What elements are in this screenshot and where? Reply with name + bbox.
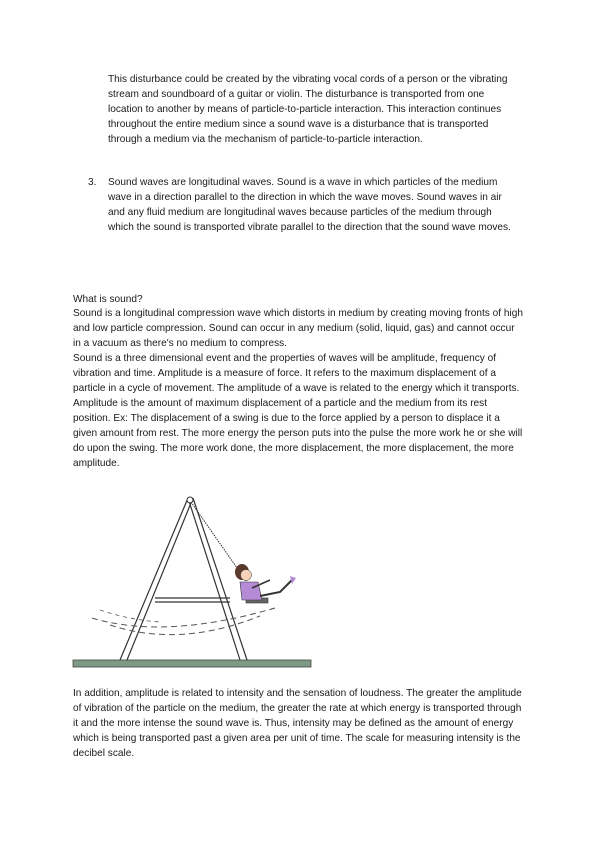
swing-illustration-icon <box>70 490 315 670</box>
sound-definition-paragraph: Sound is a longitudinal compression wave which distorts in medium by creating moving fronts of high and low particle compression. Sound can occur in any medium (solid, liquid, gas) and cannot occur in a vacuum as there's no medium to compress. <box>73 308 523 349</box>
intro-paragraph: This disturbance could be created by the vibrating vocal cords of a person or the vibrating stream and soundboard of a guitar or violin. The disturbance is transported from one location to another by means of particle-to-particle interaction. This interaction continues throughout the entire medium since a sound wave is a disturbance that is transported through a medium via the mechanism of particle-to-particle interaction. <box>108 74 508 145</box>
swing-figure <box>70 490 315 670</box>
closing-paragraph: In addition, amplitude is related to intensity and the sensation of loudness. The greater the amplitude of vibration of the particle on the medium, the greater the rate at which energy is transported through it and the more intense the sound wave is. Thus, intensity may be defined as the amount of energy which is being transported past a given area per unit of time. The scale for measuring intensity is the decibel scale. <box>73 688 522 759</box>
section-body <box>73 306 525 471</box>
list-number: 3. <box>88 177 97 188</box>
section-heading: What is sound? <box>73 294 143 305</box>
list-item-text: Sound waves are longitudinal waves. Sound is a wave in which particles of the medium wave in a direction parallel to the direction in which the wave moves. Sound waves in air and any fluid medium are longitudinal waves because particles of the medium through which the sound is transported vibrate parallel to the direction that the sound wave moves. <box>108 177 511 233</box>
amplitude-paragraph: Sound is a three dimensional event and the properties of waves will be amplitude, frequency of vibration and time. Amplitude is a measure of force. It refers to the maximum displacement of a particle in a cycle of movement. The amplitude of a wave is related to the energy which it transports. Amplitude is the amount of maximum displacement of a particle and the medium from its rest position. Ex: The displacement of a swing is due to the force applied by a person to displace it a given amount from rest. The more energy the person puts into the pulse the more work he or she will do upon the swing. The more work done, the more displacement, the more displacement, the more amplitude. <box>73 353 523 469</box>
